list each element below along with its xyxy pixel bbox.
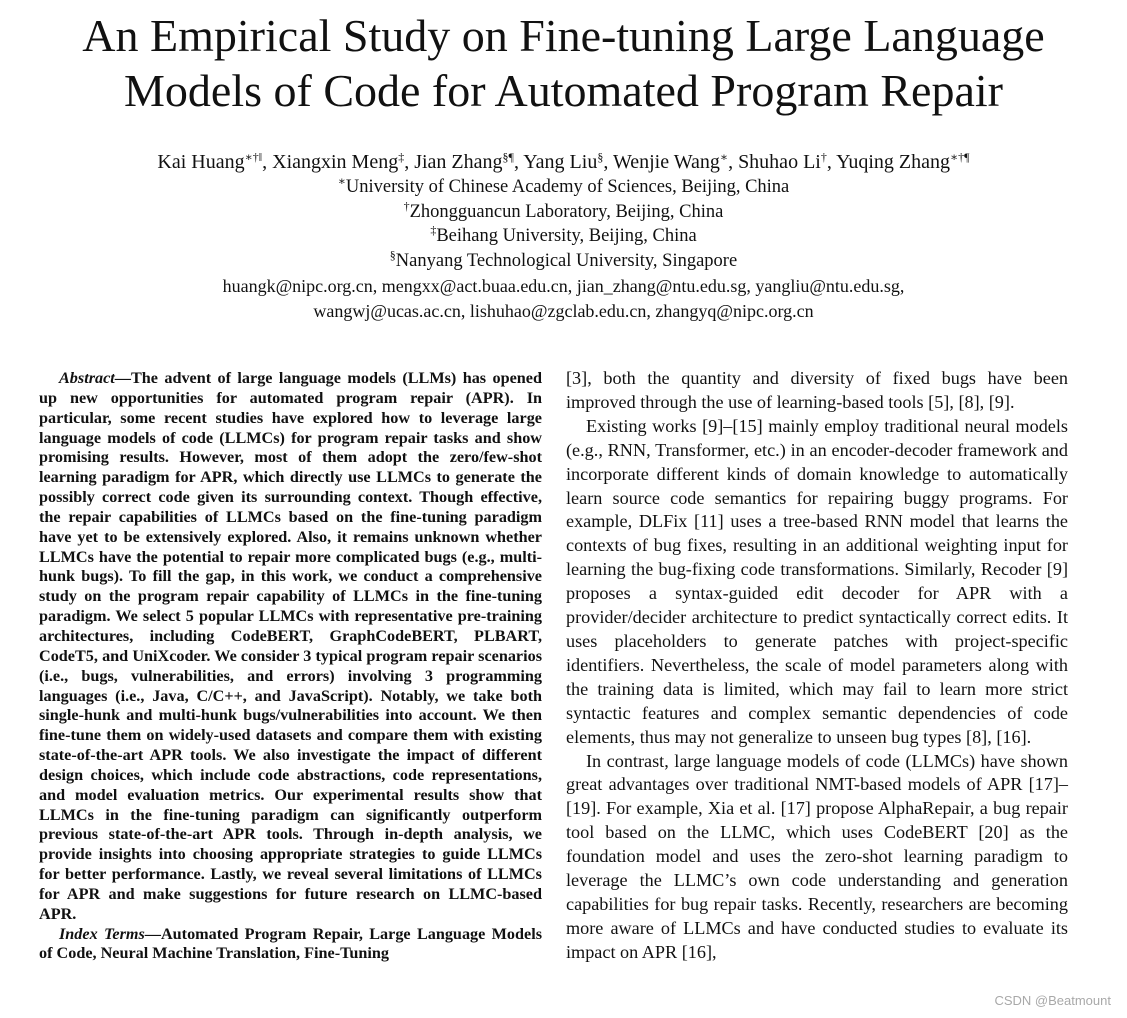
title-line-1: An Empirical Study on Fine-tuning Large Language <box>82 10 1045 61</box>
email-line-1: huangk@nipc.org.cn, mengxx@act.buaa.edu.cn, jian_zhang@ntu.edu.sg, yangliu@ntu.edu.sg, <box>222 276 905 296</box>
abstract-label: Abstract <box>59 369 115 387</box>
affiliation: †Zhongguancun Laboratory, Beijing, China <box>403 198 724 222</box>
body-paragraph: [3], both the quantity and diversity of fixed bugs have been improved through the use of learning-based tools [5], [8], [9]. <box>566 368 1068 412</box>
author: Yang Liu§, <box>523 150 613 173</box>
email-line-2: wangwj@ucas.ac.cn, lishuhao@zgclab.edu.cn, zhangyq@nipc.org.cn <box>313 300 814 321</box>
email-list <box>0 274 1127 323</box>
author: Yuqing Zhang∗†¶ <box>836 150 970 173</box>
index-terms-text: —Automated Program Repair, Large Language Models of Code, Neural Machine Translation, Fine-Tuning <box>39 924 543 963</box>
abstract <box>39 369 542 925</box>
body-column <box>566 367 1068 965</box>
abstract-text: —The advent of large language models (LLMs) has opened up new opportunities for automated program repair (APR). In particular, some recent studies have explored how to leverage large language models of code (LLMCs) for program repair tasks and show promising results. However, most of them adopt the zero/few-shot learning paradigm for APR, which directly use LLMCs to generate the possibly correct code given its surrounding context. Though effective, the repair capabilities of LLMCs based on the fine-tuning paradigm have yet to be extensively explored. Also, it remains unknown whether LLMCs have the potential to repair more complicated bugs (e.g., multi-hunk bugs). To fill the gap, in this work, we conduct a comprehensive study on the program repair capability of LLMCs in the fine-tuning paradigm. We select 5 popular LLMCs with representative pre-training architectures, including CodeBERT, GraphCodeBERT, PLBART, CodeT5, and UniXcoder. We consider 3 typical program repair scenarios (i.e., bugs, vulnerabilities, and errors) involving 3 programming languages (i.e., Java, C/C++, and JavaScript). Notably, we take both single-hunk and multi-hunk bugs/vulnerabilities into account. We then fine-tune them on widely-used datasets and compare them with existing state-of-the-art APR tools. We also investigate the impact of different design choices, which include code abstractions, code representations, and model evaluation metrics. Our experimental results show that LLMCs in the fine-tuning paradigm can significantly outperform previous state-of-the-art APR tools. Through in-depth analysis, we provide insights into choosing appropriate strategies to guide LLMCs for better performance. Lastly, we reveal several limitations of LLMCs for APR and make suggestions for future research on LLMC-based APR. <box>39 369 542 923</box>
watermark: CSDN @Beatmount <box>994 993 1111 1008</box>
title-line-2: Models of Code for Automated Program Repair <box>124 65 1003 116</box>
author: Kai Huang∗†‖, <box>157 150 273 173</box>
author: Wenjie Wang∗, <box>612 150 739 173</box>
body-paragraph: In contrast, large language models of code (LLMCs) have shown great advantages over traditional NMT-based models of APR [17]–[19]. For example, Xia et al. [17] propose AlphaRepair, a bug repair tool based on the LLMC, which uses CodeBERT [20] as the foundation model and uses the zero-shot learning paradigm to leverage the LLMC’s own code understanding and generation capabilities for bug repair tasks. Recently, researchers are becoming more aware of LLMCs and have conducted studies to evaluate its impact on APR [16], <box>566 750 1068 962</box>
author-list <box>0 148 1127 176</box>
index-terms-label: Index Terms <box>59 924 145 943</box>
paper-title <box>0 8 1127 118</box>
affiliation-list <box>0 175 1127 273</box>
author: Xiangxin Meng‡, <box>272 150 415 173</box>
affiliation: §Nanyang Technological University, Singapore <box>389 247 738 271</box>
affiliation: ‡Beihang University, Beijing, China <box>430 223 697 247</box>
author: Jian Zhang§¶, <box>414 150 524 173</box>
abstract-column <box>39 369 542 964</box>
body-paragraph: Existing works [9]–[15] mainly employ traditional neural models (e.g., RNN, Transformer, etc.) in an encoder-decoder framework and incorporate different kinds of domain knowledge to automatically learn source code semantics for repairing buggy programs. For example, DLFix [11] uses a tree-based RNN model that learns the contexts of bug fixes, resulting in an additional weighting input for learning the bug-fixing code transformations. Similarly, Recoder [9] proposes a syntax-guided edit decoder for APR with a provider/decider architecture to predict syntactically correct edits. It uses placeholders to generate patches with project-specific identifiers. Nevertheless, the scale of model parameters along with the training data is limited, which may fail to learn more strict syntactic features and complex semantic dependencies of code elements, thus may not generalize to unseen bug types [8], [16]. <box>566 415 1068 747</box>
index-terms <box>39 925 542 965</box>
author: Shuhao Li†, <box>738 150 837 173</box>
affiliation: ∗University of Chinese Academy of Sciences, Beijing, China <box>337 174 790 197</box>
